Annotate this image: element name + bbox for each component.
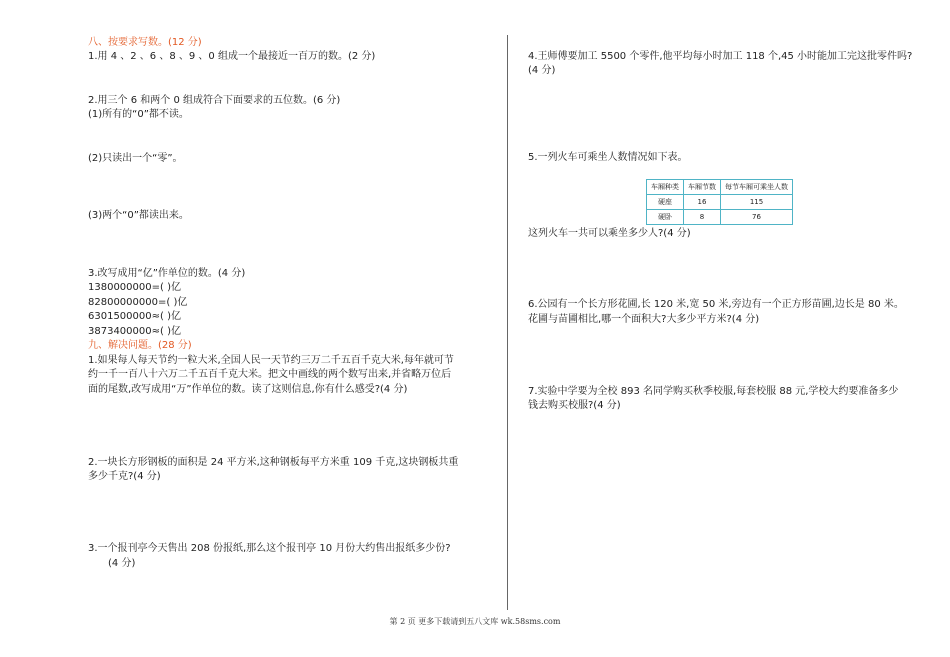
- table-header-cell: 车厢节数: [684, 180, 721, 195]
- question-1: 1.用 4 、2 、6 、8 、9 、0 组成一个最接近一百万的数。(2 分): [88, 51, 376, 62]
- section-8-title: 八、按要求写数。(12 分): [88, 37, 202, 48]
- table-header-row: [647, 180, 793, 195]
- problem-7-line-2: 钱去购买校服?(4 分): [528, 400, 621, 411]
- table-header-cell: 每节车厢可乘坐人数: [721, 180, 793, 195]
- table-cell: 76: [721, 210, 793, 225]
- problem-3-line-1: 3.一个报刊亭今天售出 208 份报纸,那么这个报刊亭 10 月份大约售出报纸多少份?: [88, 543, 451, 554]
- problem-6-line-2: 花圃与苗圃相比,哪一个面积大?大多少平方米?(4 分): [528, 314, 760, 325]
- table-row: [647, 195, 793, 210]
- problem-5-question: 这列火车一共可以乘坐多少人?(4 分): [528, 228, 691, 239]
- question-3-item: 3873400000≈( )亿: [88, 326, 181, 337]
- table-cell: 硬卧: [647, 210, 684, 225]
- problem-1-line-2: 约一千一百八十六万二千五百千克大米。把文中画线的两个数写出来,并省略万位后: [88, 369, 452, 380]
- problem-1-line-1: 1.如果每人每天节约一粒大米,全国人民一天节约三万二千五百千克大米,每年就可节: [88, 355, 454, 366]
- problem-5: 5.一列火车可乘坐人数情况如下表。: [528, 152, 688, 163]
- table-cell: 硬座: [647, 195, 684, 210]
- table-cell: 115: [721, 195, 793, 210]
- table-row: [647, 210, 793, 225]
- question-3-item: 82800000000=( )亿: [88, 297, 188, 308]
- problem-2-line-1: 2.一块长方形钢板的面积是 24 平方米,这种钢板每平方米重 109 千克,这块钢板共重: [88, 457, 459, 468]
- table-header-cell: 车厢种类: [647, 180, 684, 195]
- table-cell: 8: [684, 210, 721, 225]
- problem-7-line-1: 7.实验中学要为全校 893 名同学购买秋季校服,每套校服 88 元,学校大约要准备多少: [528, 386, 899, 397]
- problem-1-line-3: 面的尾数,改写成用“万”作单位的数。读了这则信息,你有什么感受?(4 分): [88, 384, 408, 395]
- problem-6-line-1: 6.公园有一个长方形花圃,长 120 米,宽 50 米,旁边有一个正方形苗圃,边长是 80 米。: [528, 299, 904, 310]
- problem-4-line-1: 4.王师傅要加工 5500 个零件,他平均每小时加工 118 个,45 小时能加工完这批零件吗?: [528, 51, 913, 62]
- problem-3-line-2: (4 分): [108, 558, 136, 569]
- question-2-part-3: (3)两个“0”都读出来。: [88, 210, 189, 221]
- train-seating-table: [646, 179, 793, 225]
- problem-2-line-2: 多少千克?(4 分): [88, 471, 161, 482]
- question-3-item: 1380000000=( )亿: [88, 282, 181, 293]
- question-3: 3.改写成用“亿”作单位的数。(4 分): [88, 268, 246, 279]
- question-2: 2.用三个 6 和两个 0 组成符合下面要求的五位数。(6 分): [88, 95, 341, 106]
- section-9-title: 九、解决问题。(28 分): [88, 340, 192, 351]
- question-2-part-1: (1)所有的“0”都不读。: [88, 109, 189, 120]
- page-footer: 第 2 页 更多下载请到五八文库 wk.58sms.com: [389, 617, 561, 626]
- question-2-part-2: (2)只读出一个“零”。: [88, 153, 183, 164]
- table-cell: 16: [684, 195, 721, 210]
- column-divider: [507, 35, 508, 610]
- problem-4-line-2: (4 分): [528, 65, 556, 76]
- question-3-item: 6301500000≈( )亿: [88, 311, 181, 322]
